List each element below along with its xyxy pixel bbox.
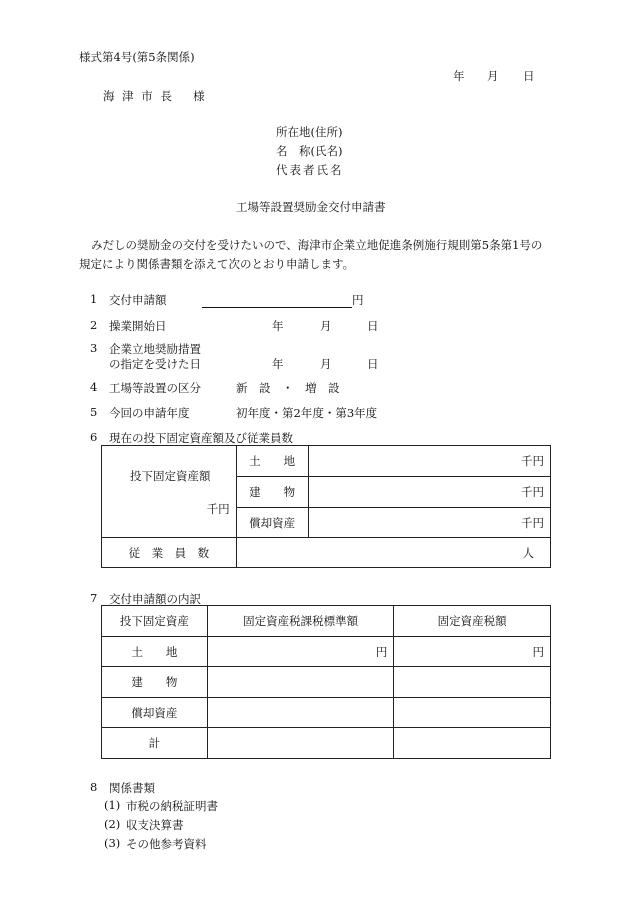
asset-row-value[interactable]: 千円 xyxy=(308,508,550,538)
item-number: 6 xyxy=(90,430,98,444)
assets-group-cell xyxy=(102,446,237,538)
document-item-text: その他参考資料 xyxy=(126,837,207,851)
applicant-address-label: 所在地(住所) xyxy=(276,125,343,139)
item-label-designation-2: の指定を受けた日 xyxy=(109,357,201,371)
assets-employees-table xyxy=(101,445,551,568)
breakdown-table xyxy=(101,605,551,759)
breakdown-cell[interactable] xyxy=(394,667,551,698)
date-month-label: 月 xyxy=(487,69,499,83)
breakdown-row-label: 建 物 xyxy=(102,667,208,698)
body-text-line2: 規定により関係書類を添えて次のとおり申請します。 xyxy=(79,257,355,271)
asset-row-value[interactable]: 千円 xyxy=(308,477,550,508)
document-title: 工場等設置奨励金交付申請書 xyxy=(236,200,386,214)
document-item-number: (2) xyxy=(104,817,121,831)
breakdown-header: 投下固定資産 xyxy=(102,606,208,637)
item-label-assets-employees: 現在の投下固定資産額及び従業員数 xyxy=(109,431,293,445)
breakdown-row-label: 計 xyxy=(102,728,208,759)
category-options[interactable]: 新 設 ・ 増 設 xyxy=(236,381,340,395)
item-number: 5 xyxy=(90,405,98,419)
item-number: 2 xyxy=(90,318,98,332)
designation-date-year: 年 xyxy=(272,357,284,371)
asset-row-label: 償却資産 xyxy=(236,508,308,538)
item-number: 4 xyxy=(90,380,98,394)
breakdown-cell[interactable] xyxy=(394,728,551,759)
breakdown-cell[interactable] xyxy=(207,728,394,759)
breakdown-cell[interactable] xyxy=(207,698,394,728)
body-text-line1: みだしの奨励金の交付を受けたいので、海津市企業立地促進条例施行規則第5条第1号の xyxy=(91,238,543,252)
item-label-designation-1: 企業立地奨励措置 xyxy=(109,342,201,356)
document-item-text: 市税の納税証明書 xyxy=(126,799,218,813)
item-label-start-date: 操業開始日 xyxy=(109,319,167,333)
breakdown-row-label: 償却資産 xyxy=(102,698,208,728)
breakdown-header: 固定資産税課税標準額 xyxy=(207,606,394,637)
item-number: 8 xyxy=(90,780,98,794)
breakdown-cell[interactable]: 円 xyxy=(207,637,394,667)
form-number: 様式第4号(第5条関係) xyxy=(79,50,195,64)
start-date-day: 日 xyxy=(367,319,379,333)
applicant-name-label: 名 称(氏名) xyxy=(276,144,343,158)
document-item-number: (3) xyxy=(104,836,121,850)
assets-group-unit: 千円 xyxy=(206,502,230,516)
assets-group-label: 投下固定資産額 xyxy=(130,469,211,483)
start-date-month: 月 xyxy=(320,319,332,333)
document-item-text: 収支決算書 xyxy=(126,818,184,832)
fiscal-year-options[interactable]: 初年度・第2年度・第3年度 xyxy=(236,406,378,420)
breakdown-cell[interactable] xyxy=(394,698,551,728)
item-label-breakdown: 交付申請額の内訳 xyxy=(109,592,201,606)
item-number: 1 xyxy=(90,292,98,306)
designation-date-day: 日 xyxy=(367,357,379,371)
item-label-documents: 関係書類 xyxy=(109,781,155,795)
designation-date-month: 月 xyxy=(320,357,332,371)
item-label-fiscal-year: 今回の申請年度 xyxy=(109,406,190,420)
employees-value[interactable]: 人 xyxy=(236,538,550,568)
breakdown-row-label: 土 地 xyxy=(102,637,208,667)
addressee: 海 津 市 長 様 xyxy=(103,89,207,103)
breakdown-cell[interactable]: 円 xyxy=(394,637,551,667)
asset-row-label: 建 物 xyxy=(236,477,308,508)
date-year-label: 年 xyxy=(453,69,465,83)
applicant-rep-label: 代表者氏名 xyxy=(276,163,344,177)
amount-field[interactable] xyxy=(202,292,364,308)
item-number: 3 xyxy=(90,341,98,355)
item-label-category: 工場等設置の区分 xyxy=(109,381,201,395)
amount-unit: 円 xyxy=(352,293,364,307)
start-date-year: 年 xyxy=(272,319,284,333)
document-item-number: (1) xyxy=(104,798,121,812)
breakdown-header: 固定資産税額 xyxy=(394,606,551,637)
item-number: 7 xyxy=(90,591,98,605)
date-day-label: 日 xyxy=(523,69,535,83)
asset-row-value[interactable]: 千円 xyxy=(308,446,550,477)
employees-label: 従 業 員 数 xyxy=(102,538,237,568)
asset-row-label: 土 地 xyxy=(236,446,308,477)
breakdown-cell[interactable] xyxy=(207,667,394,698)
item-label-amount: 交付申請額 xyxy=(109,293,167,307)
